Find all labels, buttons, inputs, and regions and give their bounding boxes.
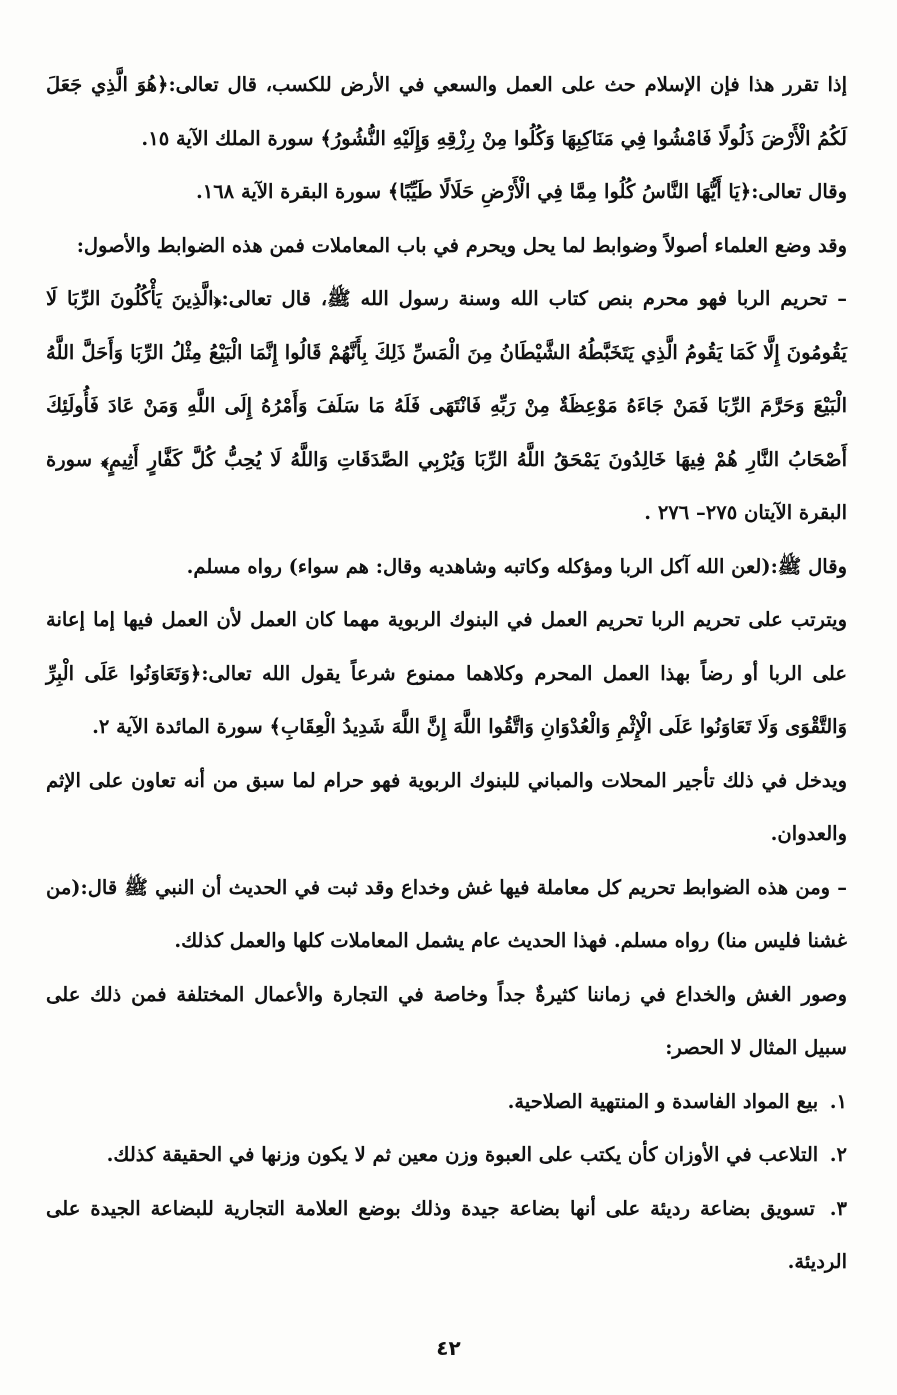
paragraph-riba-hadith: وقال ﷺ:(لعن الله آكل الربا ومؤكله وكاتبه وشاهديه وقال: هم سواء) رواه مسلم. — [186, 554, 847, 578]
list-item-number: ١. — [829, 1089, 847, 1113]
list-item-text: تسويق بضاعة رديئة على أنها بضاعة جيدة وذلك بوضع العلامة التجارية للبضاعة الجيدة على الرديئة. — [46, 1196, 847, 1273]
list-item-number: ٢. — [829, 1143, 847, 1166]
paragraph-halal-verse: وقال تعالى:﴿يَا أَيُّهَا النَّاسُ كُلُوا مِمَّا فِي الْأَرْضِ حَلَالًا طَيِّبًا﴾ سورة البقرة الآية ١٦٨. — [195, 180, 847, 203]
list-item — [46, 1128, 847, 1182]
list-item-number: ٣. — [829, 1196, 847, 1220]
paragraph-riba-banks: ويترتب على تحريم الربا تحريم العمل في البنوك الربوية مهما كان العمل لأن العمل فيها إما إعانة على الربا أو رضاً بهذا العمل المحرم وكلاهما ممنوع شرعاً يقول الله تعالى:﴿وَتَعَاوَنُوا عَلَى الْبِرِّ وَالتَّقْوَى وَلَا تَعَاوَنُوا عَلَى الْإِثْمِ وَالْعُدْوَانِ وَاتَّقُوا اللَّهَ إِنَّ اللَّهَ شَدِيدُ الْعِقَابِ﴾ سورة المائدة الآية ٢. — [46, 608, 847, 738]
paragraph-riba-prohibition: – تحريم الربا فهو محرم بنص كتاب الله وسنة رسول الله ﷺ، قال تعالى:﴿الَّذِينَ يَأْكُلُونَ الرِّبَا لَا يَقُومُونَ إِلَّا كَمَا يَقُومُ الَّذِي يَتَخَبَّطُهُ الشَّيْطَانُ مِنَ الْمَسِّ ذَلِكَ بِأَنَّهُمْ قَالُوا إِنَّمَا الْبَيْعُ مِثْلُ الرِّبَا وَأَحَلَّ اللَّهُ الْبَيْعَ وَحَرَّمَ الرِّبَا فَمَنْ جَاءَهُ مَوْعِظَةٌ مِنْ رَبِّهِ فَانْتَهَى فَلَهُ مَا سَلَفَ وَأَمْرُهُ إِلَى اللَّهِ وَمَنْ عَادَ فَأُولَئِكَ أَصْحَابُ النَّارِ هُمْ فِيهَا خَالِدُونَ يَمْحَقُ اللَّهُ الرِّبَا وَيُرْبِي الصَّدَقَاتِ وَاللَّهُ لَا يُحِبُّ كُلَّ كَفَّارٍ أَثِيمٍ﴾ سورة البقرة الآيتان ٢٧٥– ٢٧٦ . — [46, 287, 847, 524]
fraud-examples-list — [46, 1075, 847, 1289]
list-item — [46, 1075, 847, 1129]
body-text — [46, 58, 847, 1075]
list-item — [46, 1182, 847, 1289]
paragraph-work-encouragement: إذا تقرر هذا فإن الإسلام حث على العمل والسعي في الأرض للكسب، قال تعالى:﴿هُوَ الَّذِي جَعَلَ لَكُمُ الْأَرْضَ ذَلُولًا فَامْشُوا فِي مَنَاكِبِهَا وَكُلُوا مِنْ رِزْقِهِ وَإِلَيْهِ النُّشُورُ﴾ سورة الملك الآية ١٥. — [46, 73, 847, 150]
paragraph-fraud-examples-intro: وصور الغش والخداع في زماننا كثيرةٌ جداً وخاصة في التجارة والأعمال المختلفة فمن ذلك على سبيل المثال لا الحصر: — [46, 982, 847, 1059]
paragraph-fraud-prohibition: – ومن هذه الضوابط تحريم كل معاملة فيها غش وخداع وقد ثبت في الحديث أن النبي ﷺ قال:(من غشنا فليس منا) رواه مسلم. فهذا الحديث عام يشمل المعاملات كلها والعمل كذلك. — [46, 875, 847, 952]
list-item-text: بيع المواد الفاسدة و المنتهية الصلاحية. — [507, 1089, 819, 1113]
list-item-text: التلاعب في الأوزان كأن يكتب على العبوة وزن معين ثم لا يكون وزنها في الحقيقة كذلك. — [106, 1143, 819, 1166]
page-number: ٤٢ — [436, 1336, 461, 1360]
paragraph-principles-intro: وقد وضع العلماء أصولاً وضوابط لما يحل ويحرم في باب المعاملات فمن هذه الضوابط والأصول: — [76, 233, 847, 257]
paragraph-renting-to-banks: ويدخل في ذلك تأجير المحلات والمباني للبنوك الربوية فهو حرام لما سبق من أنه تعاون على الإثم والعدوان. — [46, 768, 847, 845]
